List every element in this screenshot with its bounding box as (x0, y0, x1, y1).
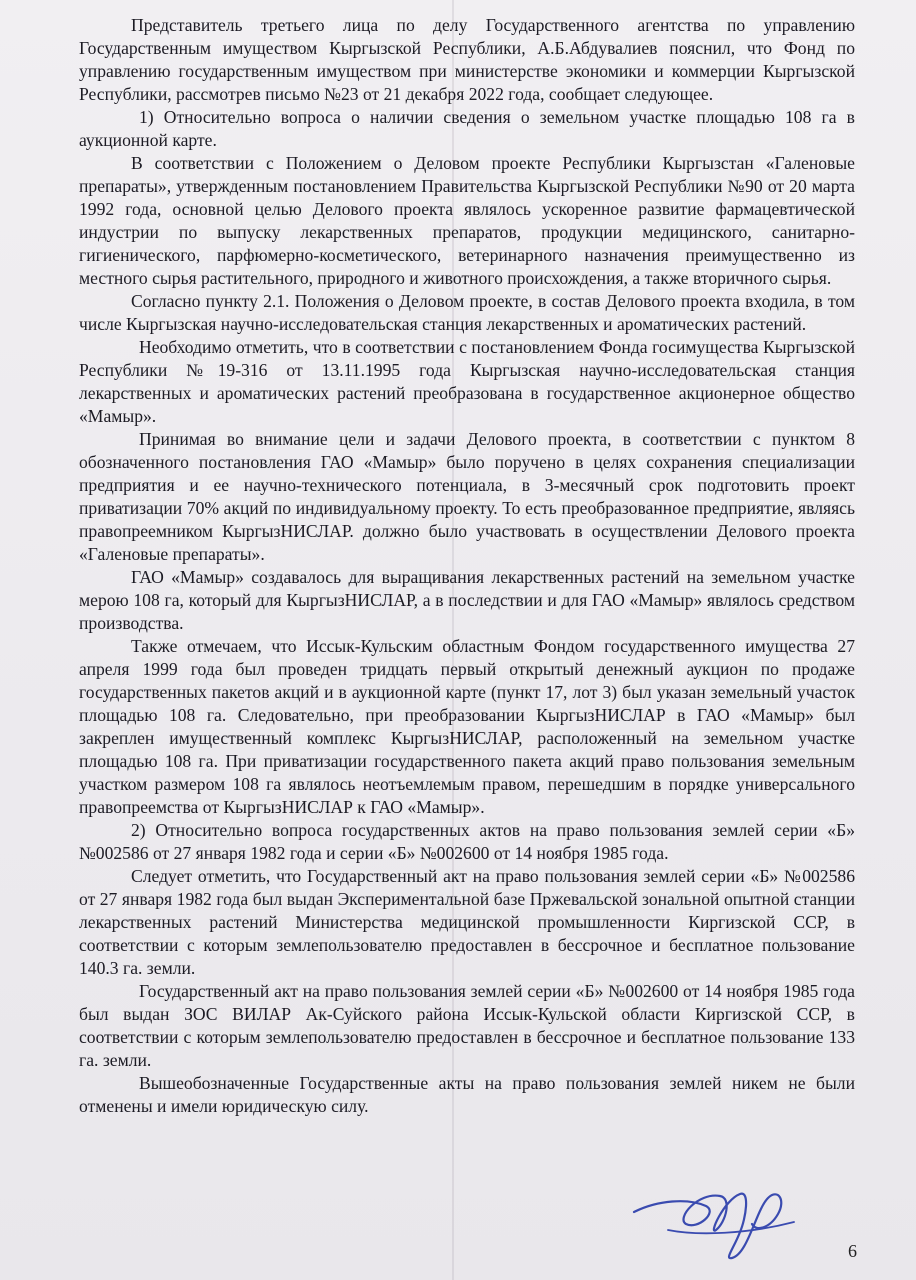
paragraph-auction: Также отмечаем, что Иссык-Кульским областным Фондом государственного имущества 27 апреля 1999 года был проведен тридцать первый открытый денежный аукцион по продаже государственных пакетов акций и в аукционной карте (пункт 17, лот 3) был указан земельный участок площадью 108 га. Следовательно, при преобразовании КыргызНИСЛАР в ГАО «Мамыр» был закреплен имущественный комплекс КыргызНИСЛАР, расположенный на земельном участке площадью 108 га. При приватизации государственного пакета акций право пользования земельным участком размером 108 га являлось неотъемлемым правом, перешедшим в порядке универсального правопреемства от КыргызНИСЛАР к ГАО «Мамыр». (79, 636, 855, 817)
paragraph-gao-mamyr: ГАО «Мамыр» создавалось для выращивания лекарственных растений на земельном участке мерою 108 га, который для КыргызНИСЛАР, а в последствии и для ГАО «Мамыр» являлось средством производства. (79, 567, 855, 633)
page-number: 6 (848, 1241, 857, 1261)
document-body (79, 14, 855, 1118)
paragraph-business-project: В соответствии с Положением о Деловом проекте Республики Кыргызстан «Галеновые препараты», утвержденным постановлением Правительства Кыргызской Республики №90 от 20 марта 1992 года, основной целью Делового проекта являлось ускоренное развитие фармацевтической индустрии по выпуску лекарственных препаратов, продукции медицинского, санитарно-гигиенического, парфюмерно-косметического, ветеринарного назначения преимущественно из местного сырья растительного, природного и животного происхождения, а также вторичного сырья. (79, 153, 855, 288)
paragraph-act-1982: Следует отметить, что Государственный акт на право пользования землей серии «Б» №002586 от 27 января 1982 года был выдан Экспериментальной базе Пржевальской зональной опытной станции лекарственных растений Министерства медицинской промышленности Киргизской ССР, в соответствии с которым землепользователю предоставлен в бессрочное и бесплатное пользование 140.3 га. земли. (79, 866, 855, 978)
paragraph-point-1-heading: 1) Относительно вопроса о наличии сведения о земельном участке площадью 108 га в аукционной карте. (79, 107, 855, 150)
paragraph-act-1985: Государственный акт на право пользования землей серии «Б» №002600 от 14 ноября 1985 года был выдан ЗОС ВИЛАР Ак-Суйского района Иссык-Кульской области Киргизской ССР, в соответствии с которым землепользователю предоставлен в бессрочное и бесплатное пользование 133 га. земли. (79, 981, 855, 1070)
paragraph-resolution: Необходимо отметить, что в соответствии с постановлением Фонда госимущества Кыргызской Республики №19-316 от 13.11.1995 года Кыргызская научно-исследовательская станция лекарственных и ароматических растений преобразована в государственное акционерное общество «Мамыр». (79, 337, 855, 426)
paragraph-clause-2-1: Согласно пункту 2.1. Положения о Деловом проекте, в состав Делового проекта входила, в том числе Кыргызская научно-исследовательская станция лекарственных и ароматических растений. (79, 291, 855, 334)
handwritten-signature (628, 1170, 798, 1265)
paragraph-point-2-heading: 2) Относительно вопроса государственных актов на право пользования землей серии «Б» №002586 от 27 января 1982 года и серии «Б» №002600 от 14 ноября 1985 года. (79, 820, 855, 863)
paragraph-conclusion: Вышеобозначенные Государственные акты на право пользования землей никем не были отменены и имели юридическую силу. (79, 1073, 855, 1116)
paragraph-intro: Представитель третьего лица по делу Государственного агентства по управлению Государственным имуществом Кыргызской Республики, А.Б.Абдувалиев пояснил, что Фонд по управлению государственным имуществом при министерстве экономики и коммерции Кыргызской Республики, рассмотрев письмо №23 от 21 декабря 2022 года, сообщает следующее. (79, 15, 855, 104)
paragraph-privatization: Принимая во внимание цели и задачи Делового проекта, в соответствии с пунктом 8 обозначенного постановления ГАО «Мамыр» было поручено в целях сохранения специализации предприятия и ее научно-технического потенциала, в 3-месячный срок подготовить проект приватизации 70% акций по индивидуальному проекту. То есть преобразованное предприятие, являясь правопреемником КыргызНИСЛАР. должно было участвовать в осуществлении Делового проекта «Галеновые препараты». (79, 429, 855, 564)
